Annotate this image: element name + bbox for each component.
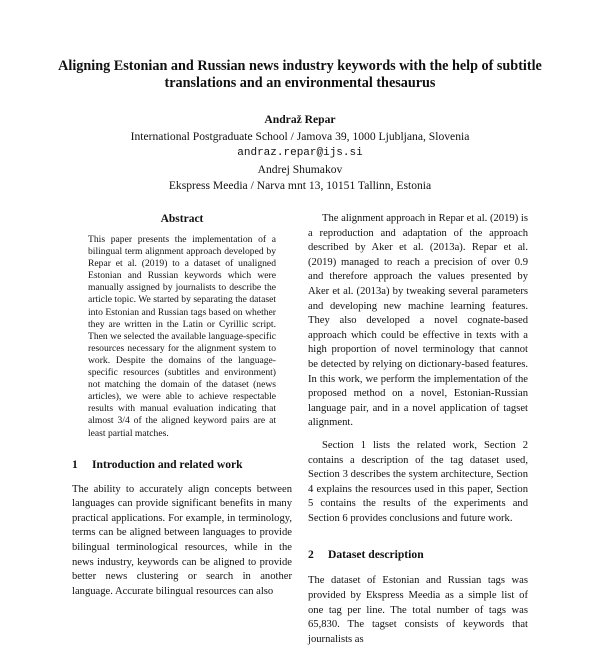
author-affiliation: Ekspress Meedia / Narva mnt 13, 10151 Tallinn, Estonia <box>168 179 432 193</box>
body-paragraph: The ability to accurately align concepts between languages can provide significant benefits in many practical applications. For example, in terminology, terms can be aligned between languages to provide bilingual terminological resources, while in the news industry, keywords can be aligned to provide better news clustering or search in another language. Accurate bilingual resources can also <box>72 483 292 597</box>
section-heading <box>308 548 528 562</box>
section-title: Introduction and related work <box>92 457 243 471</box>
body-paragraph: Section 1 lists the related work, Section 2 contains a description of the tag dataset used, Section 3 describes the system architecture, Section 4 explains the resources used in this paper, Section 5 contains the results of the experiments and Section 6 provides conclusions and future work. <box>308 439 528 524</box>
author-block <box>40 112 560 195</box>
section-number: 2 <box>308 548 314 562</box>
section-number: 1 <box>72 457 78 471</box>
author-email: andraz.repar@ijs.si <box>237 147 363 160</box>
body-paragraph: The alignment approach in Repar et al. (2019) is a reproduction and adaptation of the approach described by Aker et al. (2013a). Repar et al. (2019) managed to reach a precision of over 0.9 and therefore approach the values presented by Aker et al. (2013a) by tweaking several parameters and developing new machine learning features. They also developed a novel cognate-based approach which could be effective in texts with a high proportion of novel terminology that cannot be detected by relying on dictionary-based features. In this work, we perform the implementation of the proposed method on a novel, Estonian-Russian language pair, and in a novel application of tagset alignment. <box>308 213 528 429</box>
abstract-text: This paper presents the implementation of a bilingual term alignment approach developed by Repar et al. (2019) to a dataset of unaligned Estonian and Russian keywords which were manually assigned by journalists to describe the article topic. We started by separating the dataset into Estonian and Russian tags based on whether they are written in the Latin or Cyrillic script. Then we selected the available language-specific resources necessary for the alignment system to work. Despite the domains of the language-specific resources (subtitles and environment) not matching the domain of the dataset (news articles), we were able to achieve respectable results with manual evaluation indicating that almost 3/4 of the aligned keyword pairs are at least partial matches. <box>88 234 276 439</box>
section-heading <box>72 458 292 472</box>
section-title: Dataset description <box>328 548 424 562</box>
paper-title: Aligning Estonian and Russian news industry keywords with the help of subtitle translations and an environmental thesaurus <box>58 58 542 91</box>
abstract-heading: Abstract <box>160 213 204 225</box>
author-affiliation: International Postgraduate School / Jamova 39, 1000 Ljubljana, Slovenia <box>130 129 470 143</box>
author-name: Andrej Shumakov <box>257 162 343 176</box>
right-column <box>308 212 528 647</box>
body-paragraph: The dataset of Estonian and Russian tags was provided by Ekspress Meedia as a simple list of one tag per line. The total number of tags was 65,830. The tagset consists of keywords that journalists as <box>308 575 528 645</box>
author-name: Andraž Repar <box>264 113 336 126</box>
left-column <box>72 212 292 599</box>
